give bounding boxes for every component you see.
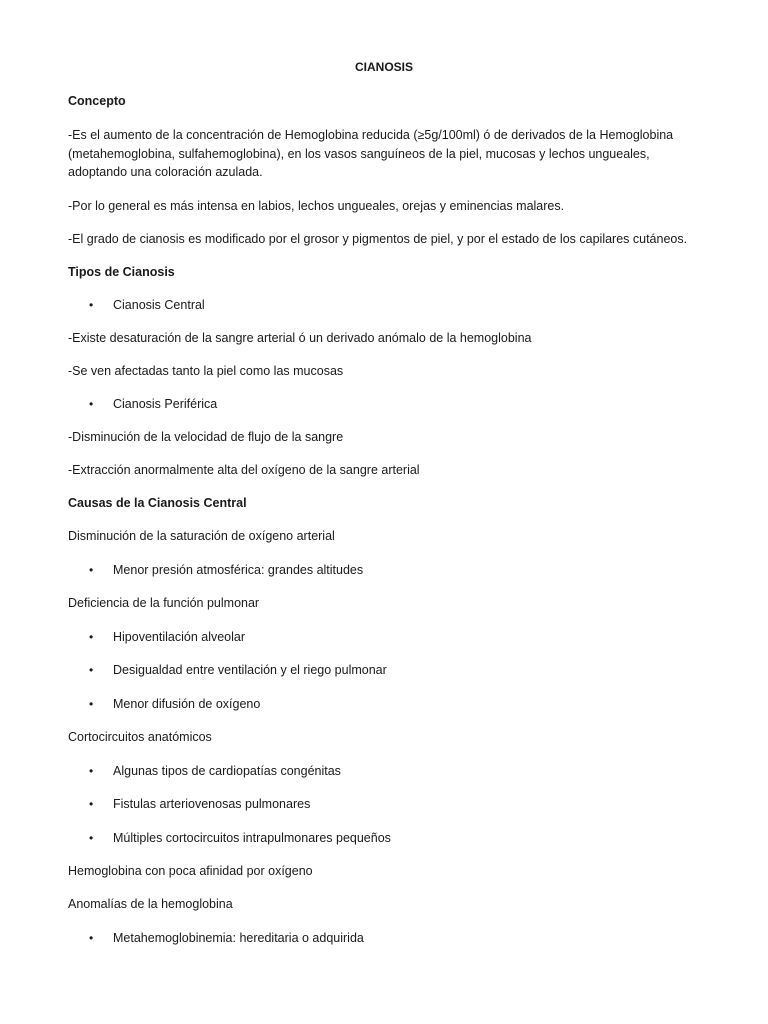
bullet-marker: •	[89, 563, 94, 577]
list-item-cianosis-periferica: Cianosis Periférica	[113, 397, 218, 411]
list-item: Menor difusión de oxígeno	[113, 697, 261, 711]
cause-group-cortocircuitos: Cortocircuitos anatómicos	[68, 730, 212, 744]
list-item: Hipoventilación alveolar	[113, 630, 246, 644]
section-heading-concepto: Concepto	[68, 94, 126, 108]
bullet-marker: •	[89, 764, 94, 778]
cause-group-afinidad: Hemoglobina con poca afinidad por oxígeno	[68, 864, 313, 878]
paragraph-intensity: -Por lo general es más intensa en labios, lechos ungueales, orejas y eminencias malares.	[68, 199, 565, 213]
list-item: Algunas tipos de cardiopatías congénitas	[113, 764, 341, 778]
cause-group-saturacion: Disminución de la saturación de oxígeno arterial	[68, 529, 335, 543]
paragraph-central-1: -Existe desaturación de la sangre arterial ó un derivado anómalo de la hemoglobina	[68, 331, 532, 345]
document-title: CIANOSIS	[354, 60, 413, 74]
paragraph-central-2: -Se ven afectadas tanto la piel como las mucosas	[68, 364, 344, 378]
bullet-marker: •	[89, 630, 94, 644]
bullet-marker: •	[89, 697, 94, 711]
list-item-cianosis-central: Cianosis Central	[113, 298, 205, 312]
cause-group-anomalias: Anomalías de la hemoglobina	[68, 897, 233, 911]
section-heading-tipos: Tipos de Cianosis	[68, 265, 175, 279]
list-item: Desigualdad entre ventilación y el riego pulmonar	[113, 663, 387, 677]
cause-group-pulmonar: Deficiencia de la función pulmonar	[68, 596, 260, 610]
bullet-marker: •	[89, 397, 94, 411]
paragraph-definition: -Es el aumento de la concentración de Hemoglobina reducida (≥5g/100ml) ó de derivados de la Hemoglobina (metahemoglobina, sulfahemoglobina), en los vasos sanguíneos de la piel, mucosas y lechos ungueales, adoptando una coloración azulada.	[68, 128, 674, 179]
paragraph-grade: -El grado de cianosis es modificado por el grosor y pigmentos de piel, y por el estado de los capilares cutáneos.	[68, 232, 688, 246]
bullet-marker: •	[89, 831, 94, 845]
bullet-marker: •	[89, 797, 94, 811]
bullet-marker: •	[89, 298, 94, 312]
paragraph-periferica-1: -Disminución de la velocidad de flujo de la sangre	[68, 430, 344, 444]
bullet-marker: •	[89, 931, 94, 945]
list-item: Metahemoglobinemia: hereditaria o adquirida	[113, 931, 364, 945]
section-heading-causas: Causas de la Cianosis Central	[68, 496, 247, 510]
bullet-marker: •	[89, 663, 94, 677]
paragraph-periferica-2: -Extracción anormalmente alta del oxígeno de la sangre arterial	[68, 463, 420, 477]
list-item: Múltiples cortocircuitos intrapulmonares pequeños	[113, 831, 391, 845]
list-item: Menor presión atmosférica: grandes altitudes	[113, 563, 364, 577]
list-item: Fistulas arteriovenosas pulmonares	[113, 797, 311, 811]
